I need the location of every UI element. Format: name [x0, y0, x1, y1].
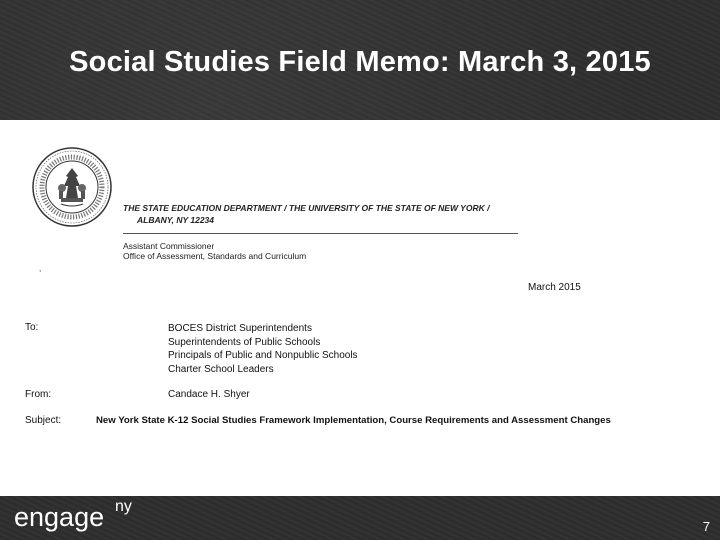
from-value: Candace H. Shyer — [168, 389, 250, 400]
memo-date: March 2015 — [528, 282, 581, 293]
to-label: To: — [25, 322, 39, 333]
subject-label: Subject: — [25, 415, 62, 426]
list-item: Charter School Leaders — [168, 363, 274, 375]
office-name-line: Office of Assessment, Standards and Curriculum — [123, 251, 307, 261]
office-title-line: Assistant Commissioner — [123, 241, 215, 251]
letterhead-department-line: THE STATE EDUCATION DEPARTMENT / THE UNIVERSITY OF THE STATE OF NEW YORK / — [123, 203, 490, 213]
list-item: BOCES District Superintendents — [168, 323, 312, 334]
list-item: Principals of Public and Nonpublic Schools — [168, 350, 358, 361]
slide-number: 7 — [702, 519, 710, 534]
list-item: Superintendents of Public Schools — [168, 336, 321, 348]
letterhead-divider — [123, 233, 518, 234]
slide-title: Social Studies Field Memo: March 3, 2015 — [69, 46, 651, 78]
letterhead-address-line: ALBANY, NY 12234 — [137, 215, 215, 225]
subject-value: New York State K-12 Social Studies Framework Implementation, Course Requirements and Assessment Changes — [96, 415, 611, 426]
engageny-logo: engage — [14, 502, 105, 532]
nys-university-seal-icon — [31, 146, 113, 228]
engageny-logo-superscript: ny — [115, 498, 132, 515]
stray-mark: , — [39, 264, 42, 273]
from-label: From: — [25, 389, 52, 400]
recipient-list — [168, 322, 358, 376]
